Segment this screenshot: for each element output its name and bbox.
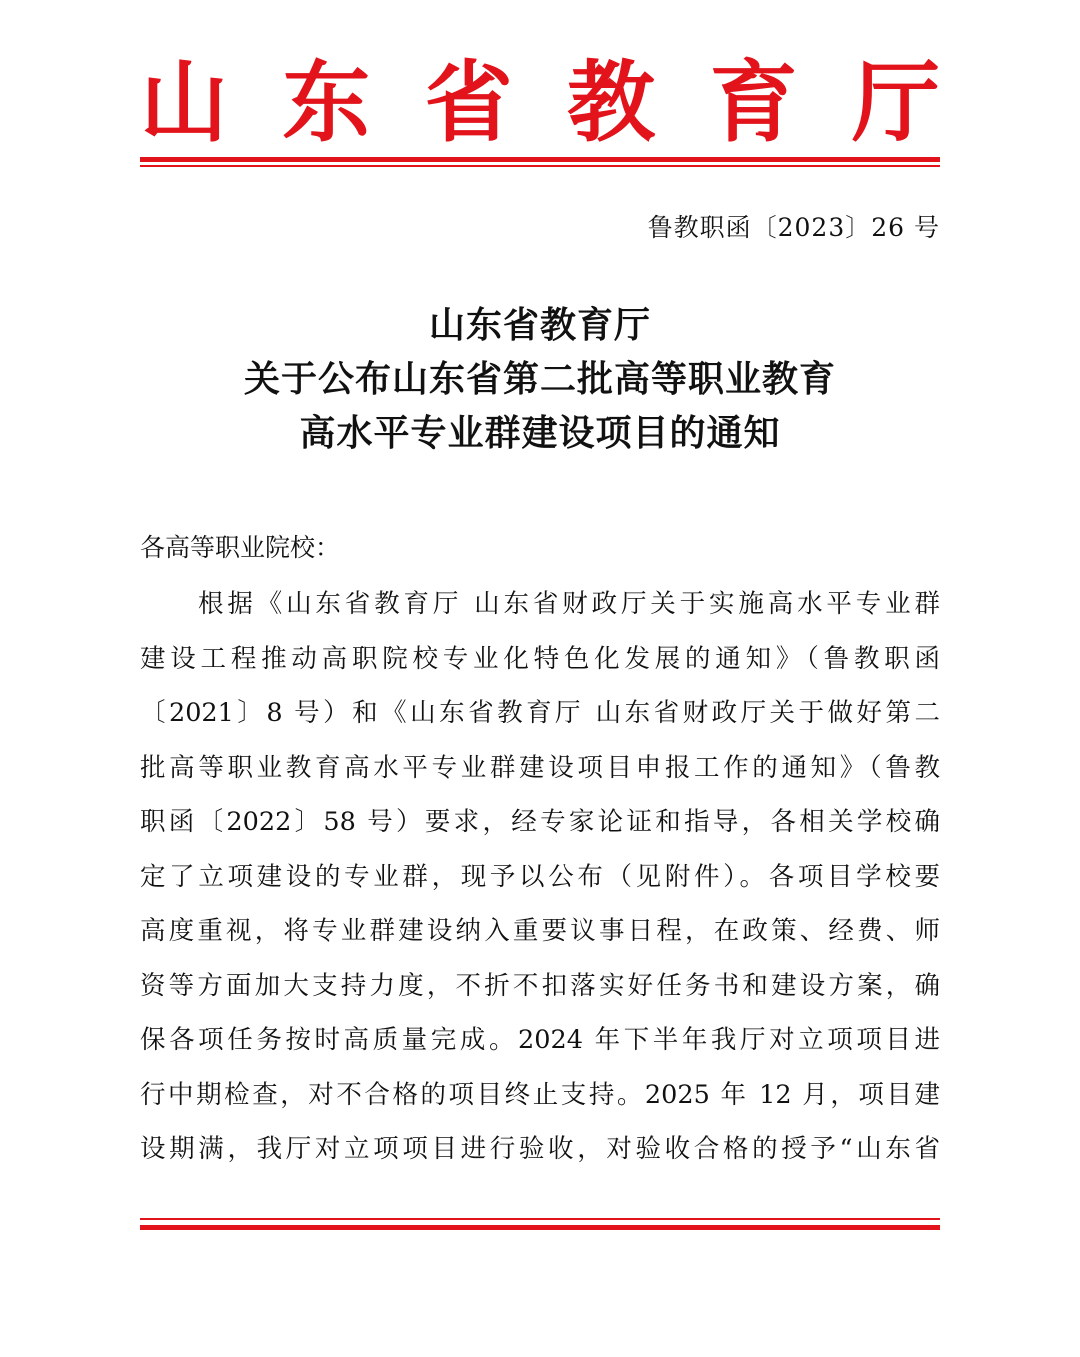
body-line: 职函〔2022〕58 号）要求，经专家论证和指导，各相关学校确: [140, 807, 940, 837]
title-line: 关于公布山东省第二批高等职业教育: [243, 358, 836, 400]
body-line: 行中期检查，对不合格的项目终止支持。2025 年 12 月，项目建: [140, 1079, 940, 1110]
body-line: 建设工程推动高职院校专业化特色化发展的通知》（鲁教职函: [140, 643, 940, 674]
body-paragraph: [140, 577, 940, 1177]
masthead-divider-thick: [140, 157, 940, 162]
body-line: 根据《山东省教育厅 山东省财政厅关于实施高水平专业群: [198, 589, 940, 619]
masthead-char: 省: [424, 50, 513, 154]
document-title: [140, 298, 940, 460]
footer-divider-thin: [140, 1218, 940, 1220]
masthead-title: [140, 52, 940, 152]
footer-divider-thick: [140, 1225, 940, 1230]
body-line: 定了立项建设的专业群，现予以公布（见附件）。各项目学校要: [140, 861, 940, 892]
body-line: 设期满，我厅对立项项目进行验收，对验收合格的授予“山东省: [140, 1134, 940, 1164]
masthead-char: 山: [140, 50, 229, 154]
masthead-char: 东: [282, 50, 371, 154]
title-line: 高水平专业群建设项目的通知: [299, 412, 781, 454]
document-number: 鲁教职函〔2023〕26 号: [647, 213, 940, 242]
body-line: 保各项任务按时高质量完成。2024 年下半年我厅对立项项目进: [140, 1025, 940, 1055]
masthead-char: 教: [567, 50, 656, 154]
body-line: 〔2021〕8 号）和《山东省教育厅 山东省财政厅关于做好第二: [140, 698, 940, 728]
title-line: 山东省教育厅: [428, 304, 651, 346]
salutation: 各高等职业院校：: [140, 533, 341, 562]
masthead-divider-thin: [140, 165, 940, 167]
body-line: 高度重视，将专业群建设纳入重要议事日程，在政策、经费、师: [140, 916, 940, 946]
body-line: 批高等职业教育高水平专业群建设项目申报工作的通知》（鲁教: [140, 752, 940, 783]
masthead-char: 育: [709, 50, 798, 154]
body-line: 资等方面加大支持力度，不折不扣落实好任务书和建设方案，确: [140, 970, 940, 1001]
masthead-char: 厅: [851, 50, 940, 154]
